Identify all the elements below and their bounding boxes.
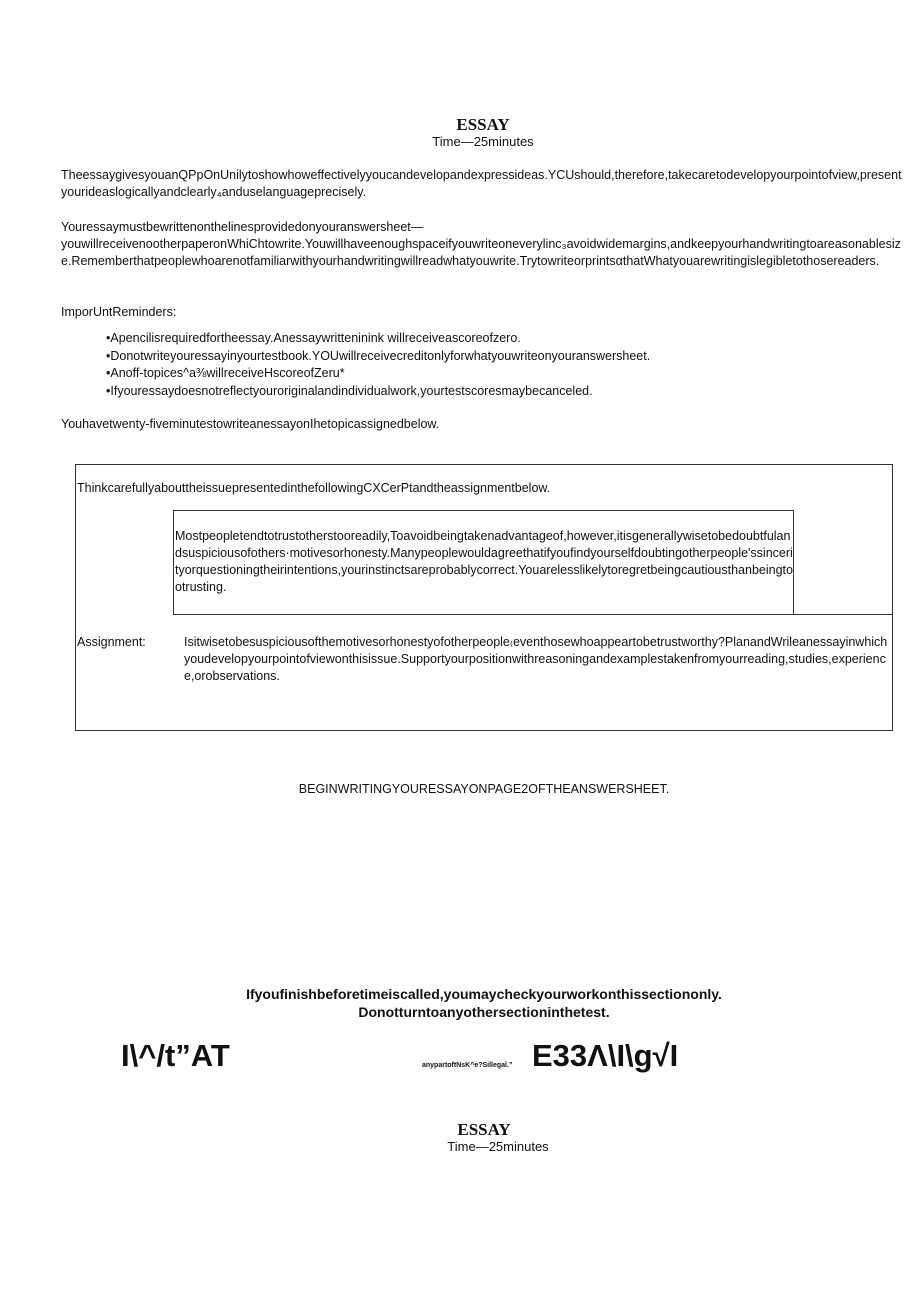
time-instruction: Youhavetwenty-fiveminutestowriteanessayonIhetopicassignedbelow. [61,417,440,431]
reminder-item: •Ifyouressaydoesnotreflectyouroriginalandindividualwork,yourtestscoresmaybecanceled. [106,383,593,398]
begin-writing-note: BEGINWRITINGYOURESSAYONPAGE2OFTHEANSWERSHEET. [298,782,670,796]
intro-paragraph-2: youwillreceivenootherpaperonWhiChtowrite.Youwillhaveenoughspaceifyouwriteoneverylinc₃avoidwidemargins,andkeepyourhandwritingtoareasonablesize.Rememberthatpeoplewhoarenotfamiliarwithyourhandwritingwillreadwhatyouwrite.TrytowriteorprintsαthatWhatyouarewritingislegibletothosereaders. [61,237,901,268]
prompt-lead: ThinkcarefullyabouttheissuepresentedinthefollowingCXCerPtandtheassignmentbelow. [77,481,551,495]
excerpt-text: Mostpeopletendtotrustotherstooreadily,Toavoidbeingtakenadvantageof,however,itisgenerallywisetobedoubtfulandsuspiciousofothers·motivesorhonesty.Manypeoplewouldagreethatifyoufindyourselfdoubtingotherpeople'ssincerityorquestioningtheirintentions,yourinstinctsareprobablycorrect.Youarelesslikelytoregretbeingcautiousthanbeingtootrusting. [175,529,793,594]
reminder-item: •Donotwriteyouressayinyourtestbook.YOUwillreceivecreditonlyforwhatyouwriteonyouranswersheet. [106,348,651,363]
reminders-list [106,330,650,400]
page-title: ESSAY [456,115,510,134]
reminders-heading: ImporUntReminders: [61,305,177,319]
finish-note-line-1: Ifyoufinishbeforetimeiscalled,youmaycheckyourworkonthissectiononly. [246,986,722,1002]
assignment-label: Assignment: [77,635,146,649]
reminder-item: •Anoff-topices^a⅜willreceiveHscoreofZeru* [106,366,345,380]
time-limit-repeat: Time—25minutes [447,1139,549,1154]
time-limit: Time—25minutes [432,134,534,149]
intro-paragraph-2-line-1: Youressaymustbewrittenonthelinesprovidedonyouranswersheet— [61,220,424,234]
stop-mark-right: E33Λ\I\g√I [532,1038,679,1073]
reminder-item: •Apencilisrequiredfortheessay.Anessaywritteninink willreceiveascoreofzero. [106,331,521,345]
copyright-note: anypartoftNsK^e?Sillegal.” [422,1062,513,1069]
intro-paragraph-1: TheessaygivesyouanQPpOnUnilytoshowhoweffectivelyyoucandevelopandexpressideas.YCUshould,therefore,takecaretodevelopyourpointofview,presentyourideaslogicallyandclearly₄anduselanguageprecisely. [61,168,902,199]
finish-note-line-2: Donotturntoanyothersectioninthetest. [358,1004,610,1020]
page-title-repeat: ESSAY [457,1120,511,1139]
divider [793,614,893,615]
stop-mark-left: I\^/t”AT [121,1038,230,1073]
assignment-text: Isitwisetobesuspiciousofthemotivesorhonestyofotherpeople₍eventhosewhoappeartobetrustworthy?PlanandWrileanessayinwhichyoudevelopyourpointofviewonthisissue.Supportyourpositionwithreasoningandexamplestakenfromyourreading,studies,experience,orobservations. [184,635,888,683]
